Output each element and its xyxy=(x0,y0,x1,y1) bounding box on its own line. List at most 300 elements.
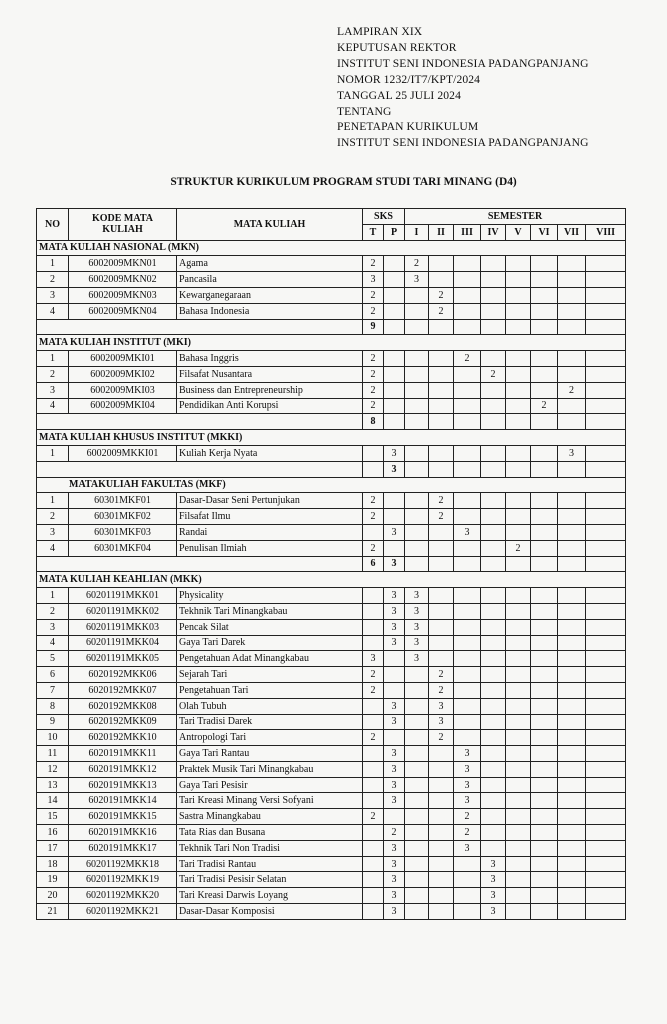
row-semester-1 xyxy=(405,667,429,683)
row-semester-5 xyxy=(506,619,531,635)
row-semester-5 xyxy=(506,603,531,619)
row-semester-4 xyxy=(481,603,506,619)
total-sks-t: 9 xyxy=(363,319,384,335)
row-semester-8 xyxy=(586,603,626,619)
row-sks-p: 3 xyxy=(384,635,405,651)
curriculum-table xyxy=(36,208,626,920)
total-semester-blank xyxy=(558,319,586,335)
row-semester-4 xyxy=(481,509,506,525)
row-semester-6 xyxy=(531,635,558,651)
total-blank xyxy=(37,461,363,477)
row-semester-6 xyxy=(531,793,558,809)
row-semester-8 xyxy=(586,888,626,904)
total-semester-blank xyxy=(558,556,586,572)
total-sks-t xyxy=(363,461,384,477)
row-no: 5 xyxy=(37,651,69,667)
row-semester-3 xyxy=(454,493,481,509)
table-row xyxy=(37,272,626,288)
row-semester-8 xyxy=(586,272,626,288)
row-semester-7 xyxy=(558,272,586,288)
row-sks-t xyxy=(363,777,384,793)
row-semester-4 xyxy=(481,287,506,303)
row-semester-3: 2 xyxy=(454,351,481,367)
total-semester-blank xyxy=(481,414,506,430)
row-semester-4 xyxy=(481,761,506,777)
row-semester-3 xyxy=(454,856,481,872)
row-mata-kuliah: Kewarganegaraan xyxy=(177,287,363,303)
row-semester-7 xyxy=(558,904,586,920)
header-line: PENETAPAN KURIKULUM xyxy=(337,120,479,134)
header-line: NOMOR 1232/IT7/KPT/2024 xyxy=(337,72,481,86)
row-no: 4 xyxy=(37,540,69,556)
total-semester-blank xyxy=(586,556,626,572)
row-semester-3: 3 xyxy=(454,777,481,793)
row-kode: 60201192MKK20 xyxy=(69,888,177,904)
row-semester-7 xyxy=(558,287,586,303)
row-semester-5 xyxy=(506,825,531,841)
row-semester-1 xyxy=(405,904,429,920)
table-row xyxy=(37,287,626,303)
row-semester-1 xyxy=(405,351,429,367)
row-semester-7 xyxy=(558,888,586,904)
row-mata-kuliah: Physicality xyxy=(177,588,363,604)
row-semester-7 xyxy=(558,746,586,762)
section-title: MATA KULIAH KHUSUS INSTITUT (MKKI) xyxy=(37,430,626,446)
total-sks-p xyxy=(384,319,405,335)
table-row xyxy=(37,445,626,461)
row-semester-2 xyxy=(429,619,454,635)
row-semester-6 xyxy=(531,682,558,698)
row-semester-8 xyxy=(586,777,626,793)
row-semester-1 xyxy=(405,493,429,509)
row-semester-1: 2 xyxy=(405,256,429,272)
total-sks-t: 8 xyxy=(363,414,384,430)
row-semester-4 xyxy=(481,698,506,714)
row-semester-7 xyxy=(558,809,586,825)
table-row xyxy=(37,256,626,272)
row-no: 2 xyxy=(37,366,69,382)
total-semester-blank xyxy=(531,319,558,335)
row-sks-t xyxy=(363,445,384,461)
row-semester-6 xyxy=(531,872,558,888)
row-semester-5 xyxy=(506,493,531,509)
row-kode: 60301MKF02 xyxy=(69,509,177,525)
row-kode: 6020191MKK17 xyxy=(69,840,177,856)
col-semester-5: V xyxy=(506,224,531,240)
row-semester-6 xyxy=(531,540,558,556)
row-semester-1: 3 xyxy=(405,619,429,635)
section-row xyxy=(37,430,626,446)
row-sks-t: 2 xyxy=(363,256,384,272)
row-semester-8 xyxy=(586,698,626,714)
row-semester-2 xyxy=(429,524,454,540)
col-semester-7: VII xyxy=(558,224,586,240)
row-sks-p: 3 xyxy=(384,840,405,856)
row-semester-1 xyxy=(405,398,429,414)
row-semester-1: 3 xyxy=(405,651,429,667)
row-semester-2 xyxy=(429,856,454,872)
document-title: STRUKTUR KURIKULUM PROGRAM STUDI TARI MINANG (D4) xyxy=(170,176,517,188)
row-semester-8 xyxy=(586,619,626,635)
row-semester-5 xyxy=(506,398,531,414)
row-sks-p: 3 xyxy=(384,524,405,540)
table-row xyxy=(37,603,626,619)
total-semester-blank xyxy=(405,556,429,572)
row-semester-2 xyxy=(429,761,454,777)
row-sks-p: 3 xyxy=(384,588,405,604)
row-semester-7 xyxy=(558,698,586,714)
table-row xyxy=(37,524,626,540)
row-mata-kuliah: Pencak Silat xyxy=(177,619,363,635)
table-row xyxy=(37,809,626,825)
row-sks-p: 3 xyxy=(384,619,405,635)
row-sks-p: 3 xyxy=(384,793,405,809)
row-kode: 60201191MKK05 xyxy=(69,651,177,667)
row-semester-8 xyxy=(586,382,626,398)
row-semester-8 xyxy=(586,840,626,856)
row-semester-5 xyxy=(506,303,531,319)
table-row xyxy=(37,698,626,714)
row-semester-5 xyxy=(506,366,531,382)
row-mata-kuliah: Tata Rias dan Busana xyxy=(177,825,363,841)
row-semester-1 xyxy=(405,825,429,841)
row-mata-kuliah: Penulisan Ilmiah xyxy=(177,540,363,556)
row-semester-4 xyxy=(481,619,506,635)
table-row xyxy=(37,825,626,841)
row-sks-t: 2 xyxy=(363,351,384,367)
row-sks-t xyxy=(363,825,384,841)
row-sks-t xyxy=(363,635,384,651)
row-semester-2 xyxy=(429,635,454,651)
row-semester-2 xyxy=(429,272,454,288)
table-row xyxy=(37,509,626,525)
row-semester-5 xyxy=(506,888,531,904)
total-semester-blank xyxy=(506,556,531,572)
row-no: 1 xyxy=(37,351,69,367)
total-semester-blank xyxy=(531,556,558,572)
row-no: 14 xyxy=(37,793,69,809)
total-row xyxy=(37,414,626,430)
row-semester-8 xyxy=(586,493,626,509)
row-sks-p: 3 xyxy=(384,856,405,872)
row-sks-t: 2 xyxy=(363,730,384,746)
total-semester-blank xyxy=(558,414,586,430)
row-semester-1 xyxy=(405,730,429,746)
row-no: 3 xyxy=(37,524,69,540)
row-no: 19 xyxy=(37,872,69,888)
row-sks-t xyxy=(363,856,384,872)
row-mata-kuliah: Tekhnik Tari Minangkabau xyxy=(177,603,363,619)
row-semester-2 xyxy=(429,777,454,793)
row-sks-p xyxy=(384,272,405,288)
table-row xyxy=(37,777,626,793)
section-title: MATA KULIAH INSTITUT (MKI) xyxy=(37,335,626,351)
row-semester-1 xyxy=(405,382,429,398)
row-semester-6 xyxy=(531,809,558,825)
row-sks-p: 3 xyxy=(384,761,405,777)
row-semester-4 xyxy=(481,825,506,841)
total-semester-blank xyxy=(454,414,481,430)
row-semester-2 xyxy=(429,888,454,904)
total-row xyxy=(37,461,626,477)
row-semester-1 xyxy=(405,777,429,793)
row-semester-7 xyxy=(558,540,586,556)
row-semester-5 xyxy=(506,777,531,793)
row-no: 10 xyxy=(37,730,69,746)
row-semester-5 xyxy=(506,904,531,920)
row-semester-5 xyxy=(506,856,531,872)
row-sks-t xyxy=(363,714,384,730)
row-sks-p xyxy=(384,382,405,398)
row-semester-8 xyxy=(586,588,626,604)
col-semester-1: I xyxy=(405,224,429,240)
row-semester-4 xyxy=(481,730,506,746)
row-semester-8 xyxy=(586,746,626,762)
row-semester-7 xyxy=(558,509,586,525)
table-row xyxy=(37,366,626,382)
row-semester-6 xyxy=(531,366,558,382)
row-semester-3 xyxy=(454,366,481,382)
row-semester-6 xyxy=(531,445,558,461)
row-semester-5 xyxy=(506,524,531,540)
row-mata-kuliah: Pancasila xyxy=(177,272,363,288)
row-sks-p: 3 xyxy=(384,888,405,904)
row-semester-6 xyxy=(531,303,558,319)
row-semester-1 xyxy=(405,761,429,777)
table-row xyxy=(37,651,626,667)
row-sks-t: 2 xyxy=(363,509,384,525)
row-sks-t xyxy=(363,746,384,762)
row-mata-kuliah: Bahasa Inggris xyxy=(177,351,363,367)
row-no: 12 xyxy=(37,761,69,777)
row-semester-2 xyxy=(429,398,454,414)
row-semester-5 xyxy=(506,872,531,888)
total-sks-p: 3 xyxy=(384,556,405,572)
row-semester-1: 3 xyxy=(405,635,429,651)
row-semester-1 xyxy=(405,682,429,698)
row-mata-kuliah: Pengetahuan Tari xyxy=(177,682,363,698)
table-row xyxy=(37,667,626,683)
row-semester-6 xyxy=(531,619,558,635)
row-semester-7 xyxy=(558,856,586,872)
row-semester-3 xyxy=(454,635,481,651)
row-semester-5 xyxy=(506,793,531,809)
table-row xyxy=(37,856,626,872)
row-semester-3 xyxy=(454,398,481,414)
row-semester-3: 3 xyxy=(454,746,481,762)
table-body xyxy=(37,240,626,919)
header-line: INSTITUT SENI INDONESIA PADANGPANJANG xyxy=(337,56,589,70)
row-mata-kuliah: Sastra Minangkabau xyxy=(177,809,363,825)
row-mata-kuliah: Tekhnik Tari Non Tradisi xyxy=(177,840,363,856)
row-no: 1 xyxy=(37,445,69,461)
header-line: TANGGAL 25 JULI 2024 xyxy=(337,88,461,102)
row-kode: 60201192MKK19 xyxy=(69,872,177,888)
row-kode: 6020191MKK16 xyxy=(69,825,177,841)
row-semester-8 xyxy=(586,635,626,651)
row-no: 3 xyxy=(37,287,69,303)
table-row xyxy=(37,761,626,777)
row-sks-t: 2 xyxy=(363,667,384,683)
row-semester-4: 3 xyxy=(481,904,506,920)
row-semester-3 xyxy=(454,303,481,319)
col-semester-8: VIII xyxy=(586,224,626,240)
row-semester-3 xyxy=(454,509,481,525)
row-semester-4 xyxy=(481,635,506,651)
row-semester-8 xyxy=(586,809,626,825)
row-semester-1 xyxy=(405,872,429,888)
row-semester-4: 3 xyxy=(481,872,506,888)
total-semester-blank xyxy=(429,319,454,335)
row-semester-6 xyxy=(531,856,558,872)
row-semester-6 xyxy=(531,698,558,714)
section-row xyxy=(37,240,626,256)
row-semester-6 xyxy=(531,382,558,398)
row-semester-1: 3 xyxy=(405,603,429,619)
row-semester-8 xyxy=(586,256,626,272)
section-row xyxy=(37,335,626,351)
row-semester-5 xyxy=(506,588,531,604)
row-sks-t xyxy=(363,603,384,619)
row-kode: 6002009MKN01 xyxy=(69,256,177,272)
row-semester-7 xyxy=(558,730,586,746)
row-semester-3: 2 xyxy=(454,825,481,841)
row-semester-2: 2 xyxy=(429,509,454,525)
row-no: 2 xyxy=(37,272,69,288)
row-semester-3 xyxy=(454,287,481,303)
row-semester-6 xyxy=(531,904,558,920)
row-semester-8 xyxy=(586,904,626,920)
row-semester-2: 2 xyxy=(429,667,454,683)
row-semester-8 xyxy=(586,540,626,556)
row-semester-2 xyxy=(429,840,454,856)
row-semester-1 xyxy=(405,856,429,872)
row-semester-8 xyxy=(586,825,626,841)
row-semester-7 xyxy=(558,493,586,509)
total-semester-blank xyxy=(586,461,626,477)
total-blank xyxy=(37,414,363,430)
row-semester-4: 3 xyxy=(481,856,506,872)
row-kode: 60201191MKK02 xyxy=(69,603,177,619)
row-kode: 60201191MKK03 xyxy=(69,619,177,635)
row-semester-5 xyxy=(506,761,531,777)
row-sks-t xyxy=(363,698,384,714)
total-semester-blank xyxy=(454,319,481,335)
row-semester-6 xyxy=(531,746,558,762)
row-kode: 60301MKF04 xyxy=(69,540,177,556)
row-sks-t: 2 xyxy=(363,809,384,825)
row-semester-3 xyxy=(454,698,481,714)
row-semester-6 xyxy=(531,714,558,730)
row-semester-6 xyxy=(531,524,558,540)
row-kode: 6020192MKK06 xyxy=(69,667,177,683)
col-semester-4: IV xyxy=(481,224,506,240)
section-title: MATA KULIAH KEAHLIAN (MKK) xyxy=(37,572,626,588)
row-sks-p xyxy=(384,303,405,319)
total-semester-blank xyxy=(429,461,454,477)
row-sks-p xyxy=(384,351,405,367)
row-semester-1 xyxy=(405,888,429,904)
row-semester-6 xyxy=(531,667,558,683)
row-semester-5 xyxy=(506,635,531,651)
row-semester-3: 3 xyxy=(454,840,481,856)
row-sks-t xyxy=(363,840,384,856)
row-semester-4 xyxy=(481,303,506,319)
row-no: 16 xyxy=(37,825,69,841)
row-sks-p xyxy=(384,398,405,414)
row-semester-3 xyxy=(454,872,481,888)
row-kode: 6020192MKK08 xyxy=(69,698,177,714)
header-line: TENTANG xyxy=(337,104,392,118)
row-no: 4 xyxy=(37,635,69,651)
row-semester-3 xyxy=(454,445,481,461)
row-sks-t xyxy=(363,888,384,904)
row-semester-1 xyxy=(405,746,429,762)
row-no: 13 xyxy=(37,777,69,793)
row-semester-6 xyxy=(531,730,558,746)
row-semester-8 xyxy=(586,714,626,730)
row-semester-1 xyxy=(405,840,429,856)
row-semester-2 xyxy=(429,825,454,841)
row-sks-p xyxy=(384,682,405,698)
row-semester-2 xyxy=(429,746,454,762)
row-sks-t xyxy=(363,904,384,920)
row-semester-8 xyxy=(586,524,626,540)
row-semester-5 xyxy=(506,730,531,746)
total-semester-blank xyxy=(481,319,506,335)
row-semester-7 xyxy=(558,351,586,367)
row-semester-7 xyxy=(558,682,586,698)
row-no: 18 xyxy=(37,856,69,872)
row-semester-1 xyxy=(405,366,429,382)
row-semester-5 xyxy=(506,382,531,398)
row-semester-8 xyxy=(586,445,626,461)
row-semester-2 xyxy=(429,256,454,272)
table-row xyxy=(37,303,626,319)
table-row xyxy=(37,746,626,762)
table-row xyxy=(37,840,626,856)
row-sks-t xyxy=(363,588,384,604)
row-semester-8 xyxy=(586,287,626,303)
table-row xyxy=(37,382,626,398)
row-semester-6 xyxy=(531,888,558,904)
row-semester-5 xyxy=(506,809,531,825)
row-semester-3 xyxy=(454,256,481,272)
total-semester-blank xyxy=(481,556,506,572)
total-row xyxy=(37,319,626,335)
col-t: T xyxy=(363,224,384,240)
row-semester-8 xyxy=(586,793,626,809)
row-semester-2 xyxy=(429,603,454,619)
row-semester-7 xyxy=(558,398,586,414)
row-mata-kuliah: Tari Kreasi Darwis Loyang xyxy=(177,888,363,904)
total-semester-blank xyxy=(405,461,429,477)
row-mata-kuliah: Tari Tradisi Pesisir Selatan xyxy=(177,872,363,888)
row-sks-p xyxy=(384,809,405,825)
row-semester-8 xyxy=(586,682,626,698)
row-semester-7 xyxy=(558,366,586,382)
row-sks-t: 2 xyxy=(363,303,384,319)
row-semester-4 xyxy=(481,682,506,698)
row-semester-1 xyxy=(405,303,429,319)
row-mata-kuliah: Kuliah Kerja Nyata xyxy=(177,445,363,461)
row-sks-p: 3 xyxy=(384,698,405,714)
section-title: MATA KULIAH NASIONAL (MKN) xyxy=(37,240,626,256)
row-semester-1 xyxy=(405,509,429,525)
row-no: 11 xyxy=(37,746,69,762)
row-semester-5 xyxy=(506,287,531,303)
row-no: 9 xyxy=(37,714,69,730)
